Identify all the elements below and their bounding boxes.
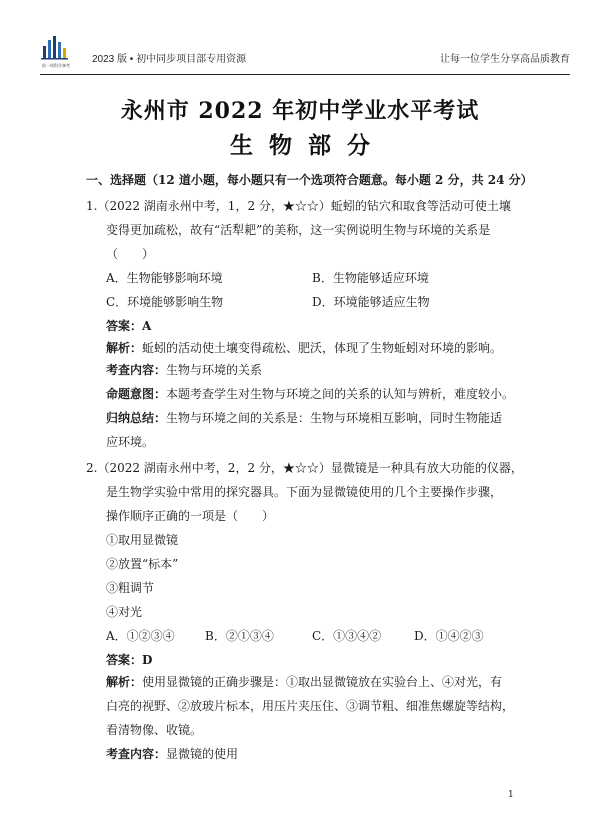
q2-content-label: 考查内容： <box>106 747 167 761</box>
q2-answer <box>106 652 152 668</box>
q1-stem-line1: 1.（2022 湖南永州中考，1，2 分，★☆☆）蚯蚓的钻穴和取食等活动可使土壤 <box>86 199 511 213</box>
q2-analysis-label: 解析： <box>106 675 143 689</box>
q1-answer <box>106 318 151 334</box>
q2-answer-value: D <box>142 653 153 667</box>
q1-analysis-text: 蚯蚓的活动使土壤变得疏松、肥沃，体现了生物蚯蚓对环境的影响。 <box>142 341 503 355</box>
q1-intent-text: 本题考查学生对生物与环境之间的关系的认知与辨析，难度较小。 <box>166 387 515 401</box>
q2-option-b: B．②①③④ <box>205 629 274 643</box>
q2-analysis-text-1: 使用显微镜的正确步骤是：①取出显微镜放在实验台上、④对光，有 <box>142 675 503 689</box>
q2-option-a: A．①②③④ <box>106 629 175 643</box>
q1-summary-label: 归纳总结： <box>106 411 167 425</box>
q1-option-a: A．生物能够影响环境 <box>106 271 223 285</box>
page-header <box>40 34 570 75</box>
q2-analysis-text-3: 看清物像、收镜。 <box>106 723 203 737</box>
q1-intent-label: 命题意图： <box>106 387 167 401</box>
q1-content-text: 生物与环境的关系 <box>166 363 263 377</box>
section-heading: 一、选择题（12 道小题，每小题只有一个选项符合题意。每小题 2 分，共 24 分） <box>86 173 533 187</box>
q1-answer-value: A <box>142 319 152 333</box>
bar-logo-icon <box>40 34 70 62</box>
q1-stem-line2: 变得更加疏松，故有“活犁耙”的美称，这一实例说明生物与环境的关系是 <box>106 223 491 237</box>
header-series-label: 2023 版 • 初中同步项目部专用资源 <box>92 54 247 65</box>
q1-answer-label: 答案： <box>106 319 143 333</box>
q2-stem-line1: 2.（2022 湖南永州中考，2，2 分，★☆☆）显微镜是一种具有放大功能的仪器， <box>86 461 523 475</box>
q1-content-label: 考查内容： <box>106 363 167 377</box>
header-slogan: 让每一位学生分享高品质教育 <box>440 54 570 65</box>
q2-analysis-text-2: 白亮的视野、②放玻片标本，用压片夹压住、③调节粗、细准焦螺旋等结构， <box>106 699 515 713</box>
q1-summary-text-1: 生物与环境之间的关系是：生物与环境相互影响，同时生物能适 <box>166 411 503 425</box>
q1-stem-line3: （ ） <box>106 247 155 261</box>
q2-content <box>106 746 238 762</box>
q1-analysis-label: 解析： <box>106 341 143 355</box>
q1-option-d: D．环境能够适应生物 <box>312 295 430 309</box>
q1-content <box>106 362 262 378</box>
q2-step-3: ③粗调节 <box>106 581 155 595</box>
q2-analysis <box>106 674 502 690</box>
subject-title: 生物部分 <box>230 132 386 159</box>
page-number: 1 <box>508 790 514 800</box>
q2-stem-line2: 是生物学实验中常用的探究器具。下面为显微镜使用的几个主要操作步骤， <box>106 485 503 499</box>
exam-title: 永州市 2022 年初中学业水平考试 <box>120 98 480 124</box>
q2-step-1: ①取用显微镜 <box>106 533 179 547</box>
q2-stem-line3: 操作顺序正确的一项是（ ） <box>106 509 275 523</box>
q1-summary-text-2: 应环境。 <box>106 435 155 449</box>
logo-caption: 前一线科学备考 <box>42 63 70 68</box>
publisher-logo <box>40 34 70 74</box>
q1-summary <box>106 410 502 426</box>
q1-intent <box>106 386 514 402</box>
q2-step-4: ④对光 <box>106 605 143 619</box>
q1-option-c: C．环境能够影响生物 <box>106 295 224 309</box>
q2-option-d: D．①④②③ <box>414 629 484 643</box>
q2-answer-label: 答案： <box>106 653 143 667</box>
q1-analysis <box>106 340 502 356</box>
q2-content-text: 显微镜的使用 <box>166 747 239 761</box>
q1-option-b: B．生物能够适应环境 <box>312 271 429 285</box>
q2-option-c: C．①③④② <box>312 629 382 643</box>
q2-step-2: ②放置“标本” <box>106 557 179 571</box>
